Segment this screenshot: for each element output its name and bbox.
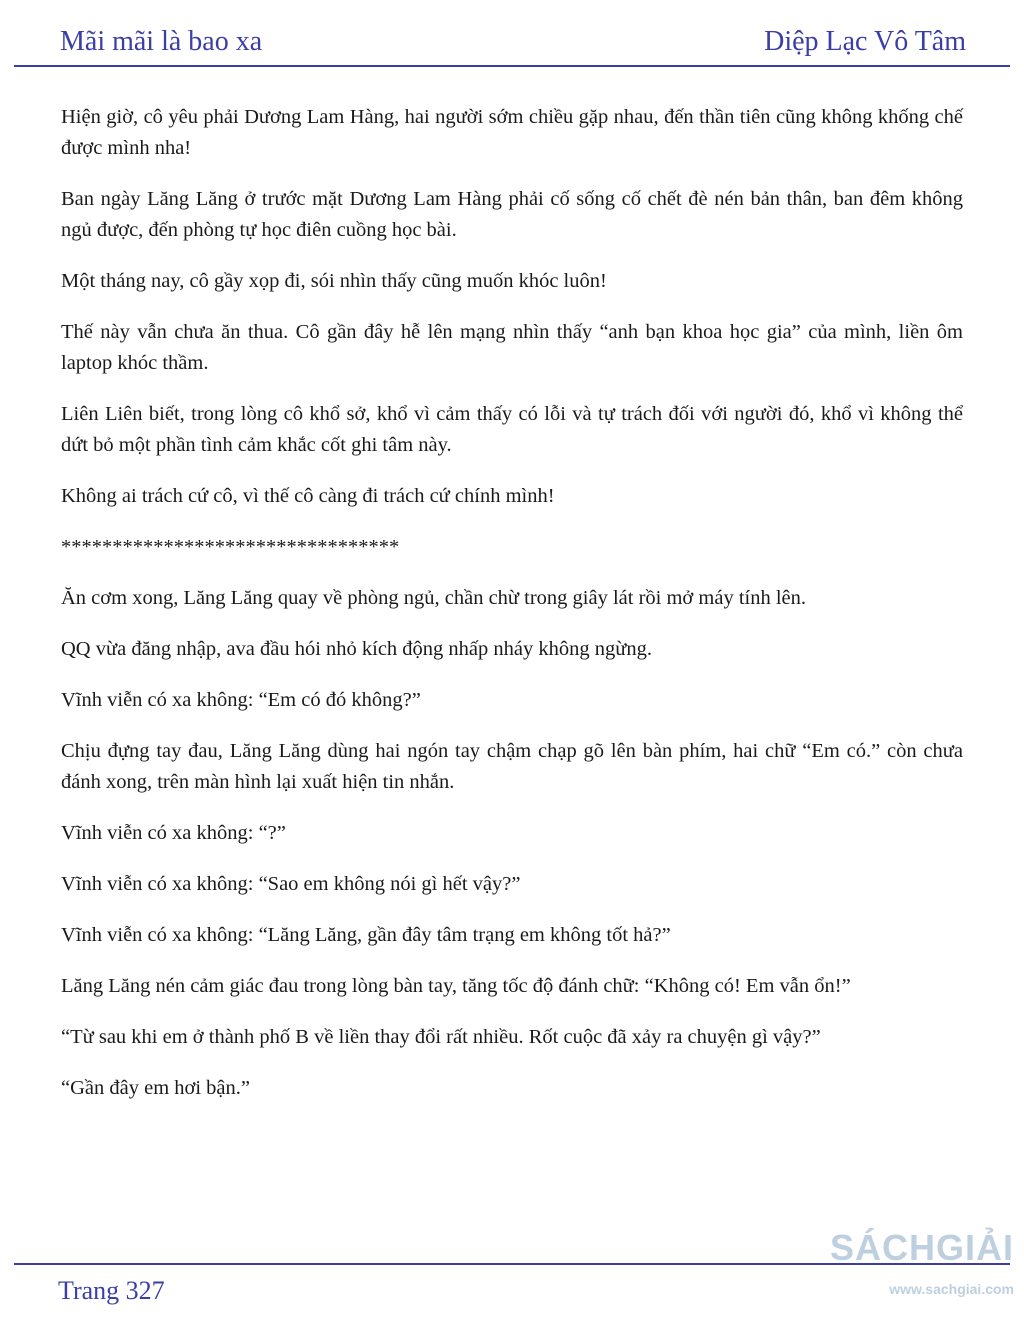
paragraph: Không ai trách cứ cô, vì thế cô càng đi trách cứ chính mình! [61,485,555,507]
watermark-logo: SÁCHGIẢI [829,1227,1014,1268]
paragraph: “Gần đây em hơi bận.” [61,1077,251,1099]
header-divider [14,65,1010,67]
paragraph: QQ vừa đăng nhập, ava đầu hói nhỏ kích động nhấp nháy không ngừng. [61,638,652,660]
book-title: Mãi mãi là bao xa [60,26,263,57]
paragraph: Ban ngày Lăng Lăng ở trước mặt Dương Lam Hàng phải cố sống cố chết đè nén bản thân, ban đêm không ngủ được, đến phòng tự học điên cuồng học bài. [61,188,963,241]
paragraph: Liên Liên biết, trong lòng cô khổ sở, khổ vì cảm thấy có lỗi và tự trách đối với người đó, khổ vì không thể dứt bỏ một phần tình cảm khắc cốt ghi tâm này. [61,403,963,456]
page-header [60,24,966,64]
paragraph: Vĩnh viễn có xa không: “Em có đó không?” [61,689,421,711]
paragraph: Một tháng nay, cô gầy xọp đi, sói nhìn thấy cũng muốn khóc luôn! [61,270,607,292]
paragraph: Thế này vẫn chưa ăn thua. Cô gần đây hễ lên mạng nhìn thấy “anh bạn khoa học gia” của mình, liền ôm laptop khóc thầm. [61,321,963,374]
page-body [61,102,963,1124]
paragraph: Chịu đựng tay đau, Lăng Lăng dùng hai ngón tay chậm chạp gõ lên bàn phím, hai chữ “Em có.” còn chưa đánh xong, trên màn hình lại xuất hiện tin nhắn. [61,740,963,793]
paragraph: Hiện giờ, cô yêu phải Dương Lam Hàng, hai người sớm chiều gặp nhau, đến thần tiên cũng không khống chế được mình nha! [61,106,963,159]
author-name: Diệp Lạc Vô Tâm [764,26,966,57]
paragraph: Vĩnh viễn có xa không: “Lăng Lăng, gần đây tâm trạng em không tốt hả?” [61,924,671,946]
paragraph: Vĩnh viễn có xa không: “Sao em không nói gì hết vậy?” [61,873,521,895]
watermark-url: www.sachgiai.com [889,1281,1014,1297]
paragraph: Ăn cơm xong, Lăng Lăng quay về phòng ngủ, chần chừ trong giây lát rồi mở máy tính lên. [61,587,807,609]
watermark [814,1226,1014,1316]
paragraph: “Từ sau khi em ở thành phố B về liền thay đổi rất nhiều. Rốt cuộc đã xảy ra chuyện gì vậy?” [61,1026,821,1048]
section-separator: ********************************* [61,536,400,558]
paragraph: Lăng Lăng nén cảm giác đau trong lòng bàn tay, tăng tốc độ đánh chữ: “Không có! Em vẫn ổn!” [61,975,851,997]
paragraph: Vĩnh viễn có xa không: “?” [61,822,286,844]
page-number: Trang 327 [58,1276,165,1305]
